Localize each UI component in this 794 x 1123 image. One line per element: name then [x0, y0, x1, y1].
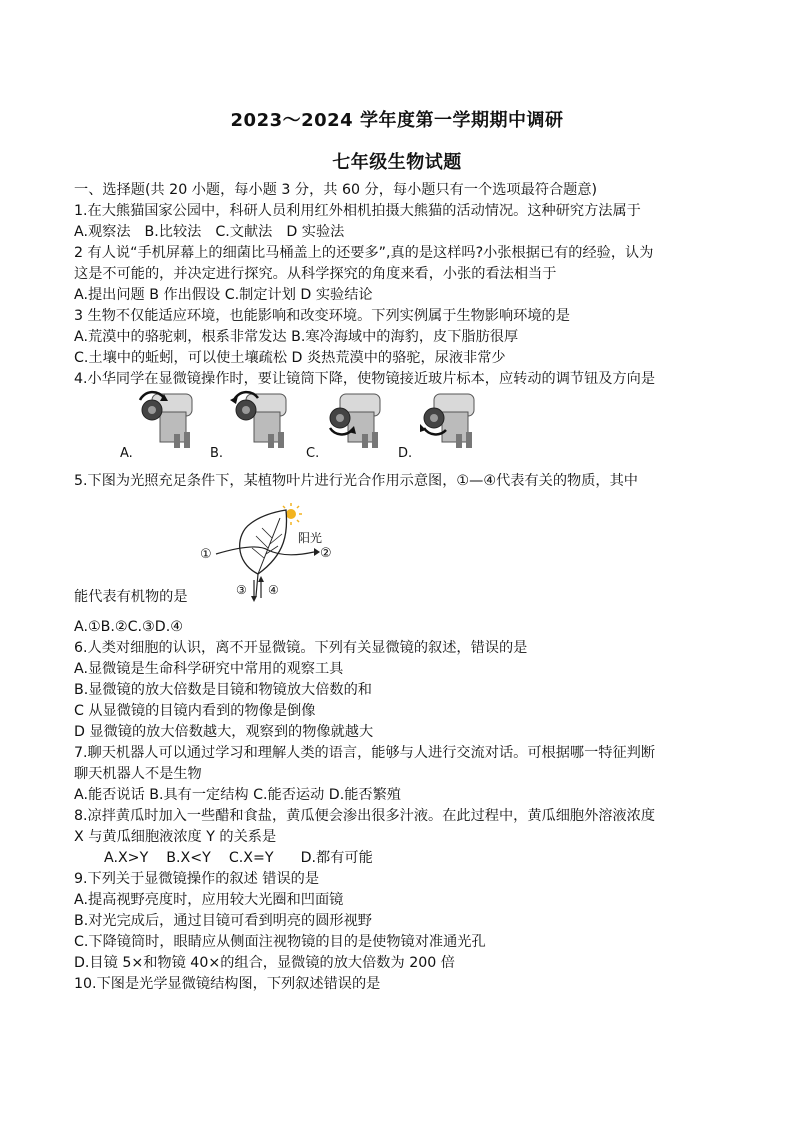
q5-stem-part2: 代表有关的物质，其中 — [496, 473, 638, 489]
section-heading: 一、选择题(共 20 小题，每小题 3 分，共 60 分，每小题只有一个选项最符合题意) — [74, 182, 598, 198]
q6-option-c: C 从显微镜的目镜内看到的物像是倒像 — [74, 703, 316, 719]
label-4: ④ — [268, 583, 279, 597]
microscope-knob-image-d — [412, 388, 492, 450]
q3-options-line1: A.荒漠中的骆驼刺，根系非常发达 B.寒冷海域中的海豹，皮下脂肪很厚 — [74, 329, 519, 345]
q2-stem-line2: 这是不可能的，并决定进行探究。从科学探究的角度来看，小张的看法相当于 — [74, 266, 557, 282]
q1-options — [74, 222, 344, 242]
label-2: ② — [320, 546, 332, 561]
q9-option-d: D.目镜 5×和物镜 40×的组合，显微镜的放大倍数为 200 倍 — [74, 955, 455, 971]
q5-stem-line1 — [74, 471, 638, 491]
q5-stem-part1: 5.下图为光照充足条件下，某植物叶片进行光合作用示意图， — [74, 473, 457, 489]
q5-options: A.①B.②C.③D.④ — [74, 619, 183, 635]
microscope-knob-image-c — [318, 388, 398, 450]
q5-range: ①—④ — [456, 473, 497, 489]
microscope-knob-image-a — [130, 388, 210, 450]
q2-options: A.提出问题 B 作出假设 C.制定计划 D 实验结论 — [74, 287, 373, 303]
q3-stem: 3 生物不仅能适应环境，也能影响和改变环境。下列实例属于生物影响环境的是 — [74, 308, 570, 324]
q7-stem-line2: 聊天机器人不是生物 — [74, 766, 202, 782]
sunlight-label: 阳光 — [298, 531, 323, 545]
q4-label-b: B. — [210, 446, 224, 461]
q6-option-b: B.显微镜的放大倍数是目镜和物镜放大倍数的和 — [74, 682, 372, 698]
q10-stem: 10.下图是光学显微镜结构图，下列叙述错误的是 — [74, 976, 381, 992]
q6-option-a: A.显微镜是生命科学研究中常用的观察工具 — [74, 661, 344, 677]
q9-option-c: C.下降镜筒时，眼睛应从侧面注视物镜的目的是使物镜对准通光孔 — [74, 934, 486, 950]
q1-option-c: C.文献法 — [215, 224, 273, 240]
label-3: ③ — [236, 583, 247, 597]
label-1: ① — [200, 547, 212, 562]
q1-option-b: B.比较法 — [144, 224, 202, 240]
q4-label-c: C. — [306, 446, 320, 461]
q1-option-a: A.观察法 — [74, 224, 131, 240]
q7-options: A.能否说话 B.具有一定结构 C.能否运动 D.能否繁殖 — [74, 787, 401, 803]
q5-stem-line2: 能代表有机物的是 — [74, 589, 188, 605]
q4-label-a: A. — [120, 446, 133, 461]
q4-stem: 4.小华同学在显微镜操作时，要让镜筒下降，使物镜接近玻片标本，应转动的调节钮及方向是 — [74, 371, 656, 387]
q8-options: A.X>Y B.X<Y C.X=Y D.都有可能 — [104, 850, 373, 866]
exam-subtitle: 七年级生物试题 — [332, 152, 462, 173]
exam-title: 2023～2024 学年度第一学期期中调研 — [230, 110, 564, 131]
q9-option-a: A.提高视野亮度时，应用较大光圈和凹面镜 — [74, 892, 344, 908]
q1-stem: 1.在大熊猫国家公园中，科研人员利用红外相机拍摄大熊猫的活动情况。这种研究方法属于 — [74, 203, 641, 219]
photosynthesis-leaf-diagram — [196, 502, 346, 602]
q8-stem-line1: 8.凉拌黄瓜时加入一些醋和食盐，黄瓜便会渗出很多汁液。在此过程中，黄瓜细胞外溶液浓度 — [74, 808, 656, 824]
microscope-knob-image-b — [224, 388, 304, 450]
q6-stem: 6.人类对细胞的认识，离不开显微镜。下列有关显微镜的叙述，错误的是 — [74, 640, 528, 656]
q6-option-d: D 显微镜的放大倍数越大，观察到的物像就越大 — [74, 724, 374, 740]
q8-stem-line2: X 与黄瓜细胞液浓度 Y 的关系是 — [74, 829, 277, 845]
q9-stem: 9.下列关于显微镜操作的叙述 错误的是 — [74, 871, 320, 887]
q3-options-line2: C.土壤中的蚯蚓，可以使土壤疏松 D 炎热荒漠中的骆驼，尿液非常少 — [74, 350, 506, 366]
q7-stem-line1: 7.聊天机器人可以通过学习和理解人类的语言，能够与人进行交流对话。可根据哪一特征判断 — [74, 745, 656, 761]
q9-option-b: B.对光完成后，通过目镜可看到明亮的圆形视野 — [74, 913, 372, 929]
q4-label-d: D. — [398, 446, 413, 461]
q2-stem-line1: 2 有人说“手机屏幕上的细菌比马桶盖上的还要多”,真的是这样吗?小张根据已有的经验，认为 — [74, 245, 654, 261]
q1-option-d: D 实验法 — [286, 224, 345, 240]
